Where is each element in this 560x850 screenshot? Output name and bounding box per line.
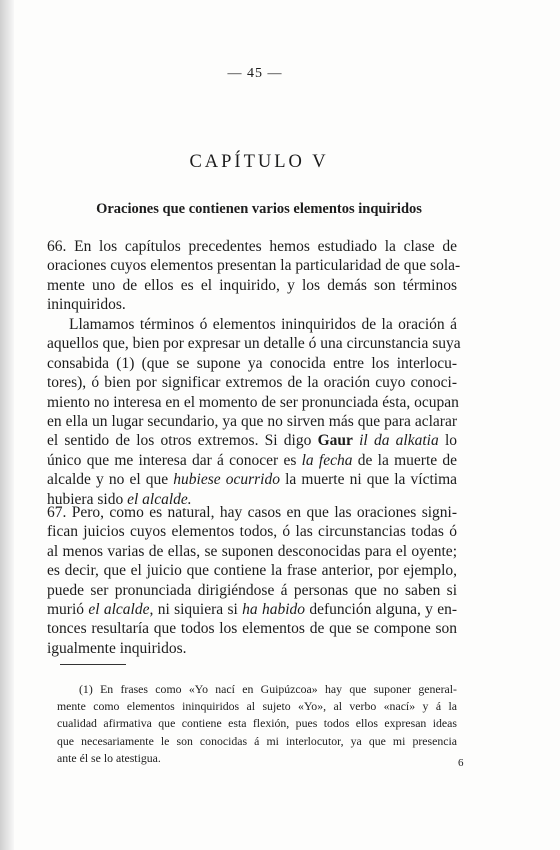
text-line — [47, 470, 457, 489]
text-line: Llamamos términos ó elementos ininquiridos de la oración á — [69, 316, 457, 333]
text-line: en ella un lugar secundario, ya que no sirven más que para aclarar — [47, 413, 457, 431]
emphasis: el alcalde, — [88, 601, 154, 619]
footnote-rule — [60, 664, 126, 665]
paragraph-67 — [47, 503, 457, 658]
text-run: hubiera sido — [47, 490, 124, 508]
emphasis: ha habido — [242, 601, 306, 619]
emphasis: la fecha — [301, 451, 353, 469]
text-line: mente uno de ellos es el inquirido, y los demás son términos — [47, 276, 457, 294]
section-title: Oraciones que contienen varios elementos inquiridos — [96, 201, 422, 217]
text-line: puede ser pronunciada dirigiéndose á personas que no saben si — [47, 581, 457, 599]
text-run: la muerte ni que la víctima — [285, 471, 458, 489]
text-line: oraciones cuyos elementos presentan la particularidad de que sola- — [47, 257, 461, 275]
text-line: 67. Pero, como es natural, hay casos en que las oraciones signi- — [47, 504, 457, 521]
footnote-line: (1) En frases como «Yo nací en Guipúzcoa» hay que suponer general- — [79, 682, 457, 696]
scan-shadow — [0, 0, 14, 850]
chapter-title: CAPÍTULO V — [189, 152, 329, 172]
text-line: consabida (1) (que se supone ya conocida entre los interlocu- — [47, 354, 457, 372]
text-run: lo — [444, 432, 458, 450]
text-line: 66. En los capítulos precedentes hemos estudiado la clase de — [47, 238, 457, 255]
text-line: tores), ó bien por significar extremos de la oración cuyo conoci- — [47, 374, 457, 392]
text-line: es decir, que el juicio que contiene la frase anterior, por ejemplo, — [47, 562, 457, 580]
basque-word: Gaur — [317, 432, 353, 450]
text-run: ni siquiera si — [157, 601, 238, 619]
text-line: tonces resultaría que todos los elementos de que se compone son — [47, 620, 457, 638]
text-run: defunción alguna, y en- — [309, 601, 458, 619]
text-line: ininquiridos. — [47, 296, 126, 314]
text-line — [47, 451, 457, 470]
footnote-line: mente como elementos ininquiridos al sujeto «Yo», al verbo «nací» y á la — [57, 699, 457, 714]
text-line: miento no interesa en el momento de ser pronunciada ésta, ocupan — [47, 393, 459, 411]
footnote-line: ante él se lo atestigua. — [57, 750, 161, 765]
emphasis: el alcalde. — [127, 490, 192, 508]
text-run: murió — [47, 601, 85, 619]
emphasis: hubiese ocurrido — [173, 471, 280, 489]
text-line: al menos varias de ellas, se suponen desconocidas para el oyente; — [47, 542, 457, 560]
text-line: igualmente inquiridos. — [47, 639, 187, 657]
footnote-line: cualidad afirmativa que contiene esta flexión, pues todos ellos expresan ideas — [57, 716, 457, 731]
basque-phrase: il da alkatia — [359, 432, 439, 450]
text-run: el sentido de los otros extremos. Si digo — [47, 432, 312, 450]
text-line — [47, 600, 457, 619]
paragraph-66-continued — [47, 315, 461, 509]
text-run: de la muerte de — [357, 451, 458, 469]
text-run: alcalde y no el que — [47, 471, 169, 489]
footnote-line: que necesariamente le son conocidas á mi interlocutor, ya que mi presencia — [57, 733, 457, 748]
text-run: único que me interesa dar á conocer es — [47, 451, 297, 469]
text-line: aquellos que, bien por expresar un detalle ó una circunstancia suya — [47, 335, 461, 353]
text-line — [47, 431, 457, 450]
text-line: fican juicios cuyos elementos todos, ó las circunstancias todas ó — [47, 523, 457, 541]
paragraph-66 — [47, 237, 461, 315]
page-number: — 45 — — [227, 66, 283, 81]
footnote — [57, 681, 457, 767]
signature-mark: 6 — [458, 757, 464, 769]
